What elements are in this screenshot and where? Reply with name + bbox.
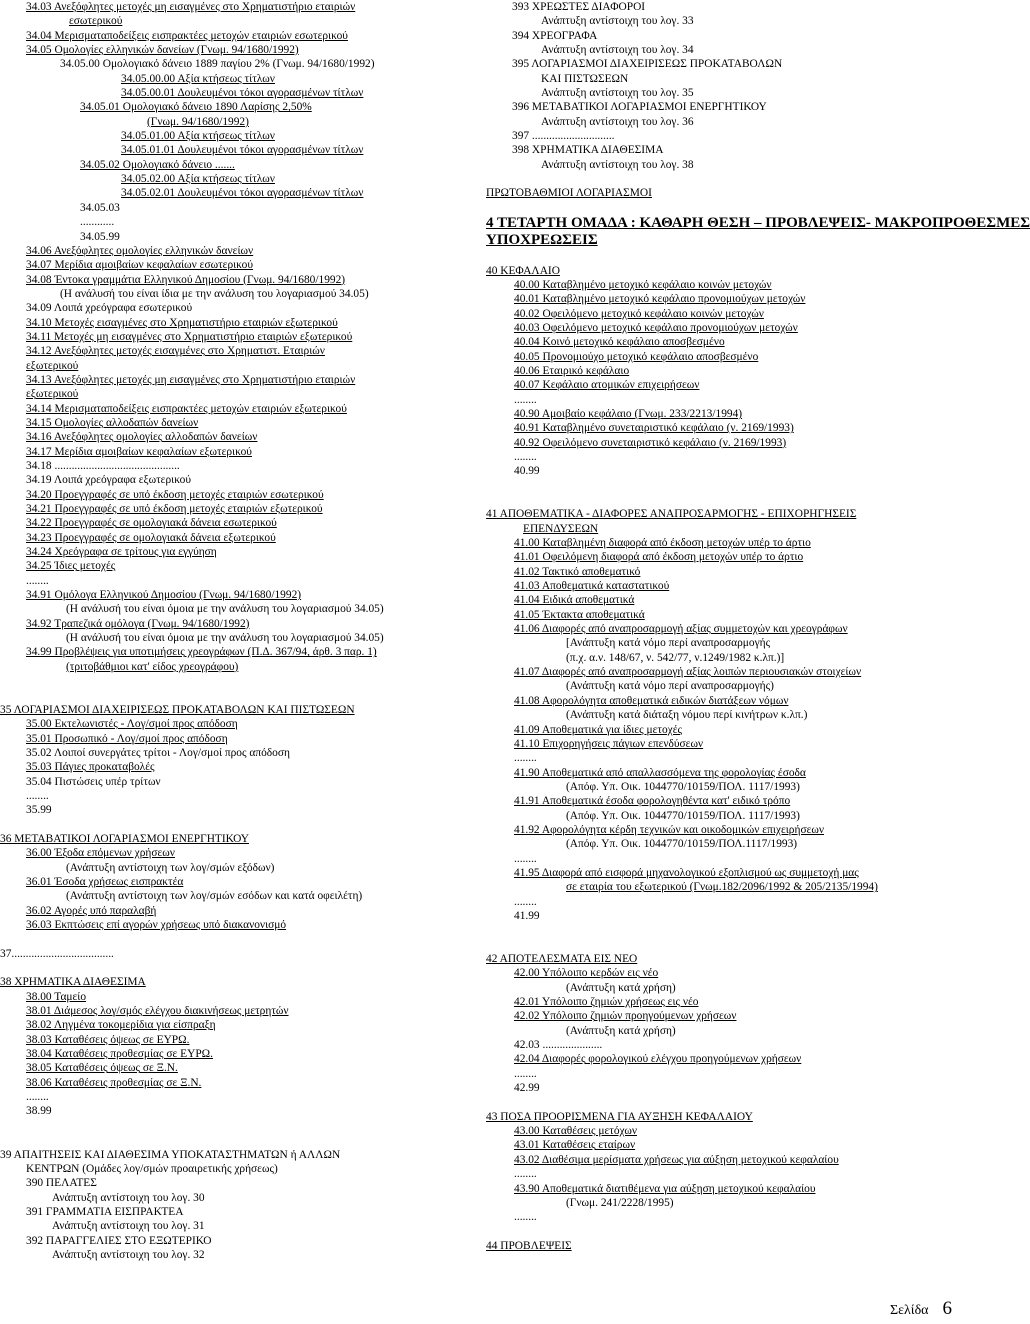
right-line: 40.99 [514,465,540,478]
right-line: ΥΠΟΧΡΕΩΣΕΙΣ [486,232,598,249]
left-line: (Η ανάλυσή του είναι ίδια με την ανάλυση του λογαριασμού 34.05) [60,287,369,300]
left-line [0,674,472,688]
left-line: 34.05.02.00 Αξία κτήσεως τίτλων [121,173,275,186]
right-line: 395 ΛΟΓΑΡΙΑΣΜΟΙ ΔΙΑΧΕΙΡΙΣΕΩΣ ΠΡΟΚΑΤΑΒΟΛΩΝ [512,58,783,71]
left-line: 36.00 Έξοδα επόμενων χρήσεων [26,847,175,860]
right-line: ........ [514,852,537,865]
right-line [486,172,960,186]
page-number: 6 [942,1297,952,1319]
right-line: 41.10 Επιχορηγήσεις πάγιων επενδύσεων [514,737,704,750]
right-line: ........ [514,1211,537,1224]
right-line: ........ [514,1067,537,1080]
right-line: (π.χ. α.ν. 148/67, ν. 542/77, ν.1249/1982 κ.λπ.)] [566,651,785,664]
left-line: Ανάπτυξη αντίστοιχη του λογ. 32 [52,1248,205,1261]
left-line: 34.05.02 Ομολογιακό δάνειο ....... [80,158,235,171]
page-label: Σελίδα [889,1302,929,1318]
left-line [0,1119,472,1133]
left-line: 34.09 Λοιπά χρεόγραφα εσωτερικού [26,302,193,315]
right-line: 41.02 Τακτικό αποθεματικό [514,565,641,578]
right-line: 40.05 Προνομιούχο μετοχικό κεφάλαιο αποσβεσμένο [514,350,759,363]
left-line: 34.24 Χρεόγραφα σε τρίτους για εγγύηση [26,546,217,559]
right-line: 42.03 ..................... [514,1039,603,1052]
left-line: 38.00 Ταμείο [26,990,87,1003]
left-line: Ανάπτυξη αντίστοιχη του λογ. 30 [52,1191,205,1204]
right-line [486,923,960,937]
left-line: 34.15 Ομολογίες αλλοδαπών δανείων [26,416,199,429]
right-line: 40.00 Καταβλημένο μετοχικό κεφάλαιο κοινών μετοχών [514,278,772,291]
left-line: ΚΕΝΤΡΩΝ (Ομάδες λογ/σμών προαιρετικής χρήσεως) [26,1162,278,1175]
right-line: 41.01 Οφειλόμενη διαφορά από έκδοση μετοχών υπέρ το άρτιο [514,551,804,564]
left-line: 34.25 Ίδιες μετοχές [26,560,116,573]
left-line: Ανάπτυξη αντίστοιχη του λογ. 31 [52,1220,205,1233]
left-line [0,961,472,975]
right-line [486,249,960,263]
right-line: (Απόφ. Υπ. Οικ. 1044770/10159/ΠΟΛ. 1117/1993) [566,809,800,822]
right-line: Ανάπτυξη αντίστοιχη του λογ. 35 [541,87,694,100]
right-column [486,0,1030,1253]
left-line: 34.17 Μερίδια αμοιβαίων κεφαλαίων εξωτερικού [26,445,252,458]
right-line: Ανάπτυξη αντίστοιχη του λογ. 34 [541,44,694,57]
left-line: 34.23 Προεγγραφές σε ομολογιακά δάνεια εξωτερικού [26,531,276,544]
right-line: 41.92 Αφορολόγητα κέρδη τεχνικών και οικοδομικών επιχειρήσεων [514,823,825,836]
left-line: εξωτερικού [26,359,79,372]
left-line: 35.99 [26,804,52,817]
right-line: ΠΡΩΤΟΒΑΘΜΙΟΙ ΛΟΓΑΡΙΑΣΜΟΙ [486,187,652,200]
left-line: 35 ΛΟΓΑΡΙΑΣΜΟΙ ΔΙΑΧΕΙΡΙΣΕΩΣ ΠΡΟΚΑΤΑΒΟΛΩΝ ΚΑΙ ΠΙΣΤΩΣΕΩΝ [0,703,355,716]
left-line: 392 ΠΑΡΑΓΓΕΛΙΕΣ ΣΤΟ ΕΞΩΤΕΡΙΚΟ [26,1234,212,1247]
right-line: ........ [514,1168,537,1181]
left-line: 35.04 Πιστώσεις υπέρ τρίτων [26,775,161,788]
left-line: 39 ΑΠΑΙΤΗΣΕΙΣ ΚΑΙ ΔΙΑΘΕΣΙΜΑ ΥΠΟΚΑΤΑΣΤΗΜΑΤΩΝ ή ΑΛΛΩΝ [0,1148,341,1161]
left-line: 34.04 Μερισματαποδείξεις εισπρακτέες μετοχών εταιριών εσωτερικού [26,29,348,42]
left-line: 34.22 Προεγγραφές σε ομολογιακά δάνεια εσωτερικού [26,517,277,530]
left-line: (Η ανάλυσή του είναι όμοια με την ανάλυση του λογαριασμού 34.05) [66,632,384,645]
right-line: 41.95 Διαφορά από εισφορά μηχανολογικού εξοπλισμού ως συμμετοχή μας [514,866,859,879]
right-line: 41.04 Ειδικά αποθεματικά [514,594,635,607]
left-line [0,689,472,703]
page-footer [889,1297,952,1319]
right-line: 40.04 Κοινό μετοχικό κεφάλαιο αποσβεσμένο [514,336,725,349]
right-line: 394 ΧΡΕΟΓΡΑΦΑ [512,29,598,42]
right-line: 40.92 Οφειλόμενο συνεταιριστικό κεφάλαιο (ν. 2169/1993) [514,436,787,449]
right-line: 40.01 Καταβλημένο μετοχικό κεφάλαιο προνομιούχων μετοχών [514,293,806,306]
right-line: 393 ΧΡΕΩΣΤΕΣ ΔΙΑΦΟΡΟΙ [512,1,646,13]
right-line: (Ανάπτυξη κατά διάταξη νόμου περί κινήτρων κ.λπ.) [566,709,808,722]
right-line: 41.03 Αποθεματικά καταστατικού [514,580,670,593]
left-line: 38.04 Καταθέσεις προθεσμίας σε ΕΥΡΩ. [26,1048,213,1061]
left-line: ........ [26,789,49,802]
right-line: 43 ΠΟΣΑ ΠΡΟΟΡΙΣΜΕΝΑ ΓΙΑ ΑΥΞΗΣΗ ΚΕΦΑΛΑΙΟΥ [486,1110,753,1123]
right-line: 44 ΠΡΟΒΛΕΨΕΙΣ [486,1239,572,1252]
right-line: 42 ΑΠΟΤΕΛΕΣΜΑΤΑ ΕΙΣ ΝΕΟ [486,953,638,965]
right-line: 43.01 Καταθέσεις εταίρων [514,1139,636,1152]
right-line: Ανάπτυξη αντίστοιχη του λογ. 36 [541,115,694,128]
right-line: σε εταιρία του εξωτερικού (Γνωμ.182/2096/1992 & 205/2135/1994) [566,881,878,894]
right-line: 42.02 Υπόλοιπο ζημιών προηγούμενων χρήσεων [514,1010,737,1023]
right-line: 40.90 Αμοιβαίο κεφάλαιο (Γνωμ. 233/2213/1994) [514,407,743,420]
right-line: 40.03 Οφειλόμενο μετοχικό κεφάλαιο προνομιούχων μετοχών [514,321,798,334]
right-line [486,479,960,493]
right-line: 41.09 Αποθεματικά για ίδιες μετοχές [514,723,682,736]
right-line: 42.00 Υπόλοιπο κερδών εις νέο [514,967,659,980]
right-line: 398 ΧΡΗΜΑΤΙΚΑ ΔΙΑΘΕΣΙΜΑ [512,144,664,157]
left-line: 34.05.02.01 Δουλευμένοι τόκοι αγορασμένων τίτλων [121,187,364,200]
right-line [486,1225,960,1239]
left-line: 38.06 Καταθέσεις προθεσμίας σε Ξ.Ν. [26,1076,202,1089]
left-line: 34.03 Ανεξόφλητες μετοχές μη εισαγμένες στο Χρηματιστήριο εταιριών [26,1,356,13]
right-line: Ανάπτυξη αντίστοιχη του λογ. 33 [541,15,694,28]
left-line: 391 ΓΡΑΜΜΑΤΙΑ ΕΙΣΠΡΑΚΤΕΑ [26,1205,184,1218]
right-line: 397 ............................. [512,130,615,143]
left-line [0,818,472,832]
left-line: 34.12 Ανεξόφλητες μετοχές εισαγμένες στο Χρηματιστ. Εταιριών [26,345,325,358]
left-line: 34.99 Προβλέψεις για υποτιμήσεις χρεογράφων (Π.Δ. 367/94, άρθ. 3 παρ. 1) [26,646,377,659]
left-line: 34.08 Έντοκα γραμμάτια Ελληνικού Δημοσίου (Γνωμ. 94/1680/1992) [26,273,346,286]
left-line: (Ανάπτυξη αντίστοιχη των λογ/σμών εξόδων) [66,861,275,874]
right-line: 41.05 Έκτακτα αποθεματικά [514,608,645,621]
right-line: 41.06 Διαφορές από αναπροσαρμογή αξίας συμμετοχών και χρεογράφων [514,623,848,636]
right-line: (Απόφ. Υπ. Οικ. 1044770/10159/ΠΟΛ. 1117/1993) [566,780,800,793]
left-line [0,1133,472,1147]
right-line: 40.06 Εταιρικό κεφάλαιο [514,364,630,377]
left-line: 34.18 ............................................ [26,460,180,472]
right-line: 40.91 Καταβλημένο συνεταιριστικό κεφάλαιο (ν. 2169/1993) [514,422,794,435]
right-line: 40 ΚΕΦΑΛΑΙΟ [486,264,560,277]
left-line: ............ [80,216,115,229]
left-line: 38.02 Ληγμένα τοκομερίδια για είσπραξη [26,1019,216,1032]
right-line [486,201,960,215]
left-line: 34.05.01.00 Αξία κτήσεως τίτλων [121,130,275,143]
left-line: 34.92 Τραπεζικά ομόλογα (Γνωμ. 94/1680/1992) [26,617,250,630]
left-line: 34.05 Ομολογίες ελληνικών δανείων (Γνωμ. 94/1680/1992) [26,44,299,57]
left-line: 38 ΧΡΗΜΑΤΙΚΑ ΔΙΑΘΕΣΙΜΑ [0,976,146,989]
right-line: 41.90 Αποθεματικά από απαλλασσόμενα της φορολογίας έσοδα [514,766,806,779]
left-line [0,932,472,946]
left-line: 34.14 Μερισματαποδείξεις εισπρακτέες μετοχών εταιριών εξωτερικού [26,402,347,415]
right-line: 43.00 Καταθέσεις μετόχων [514,1125,637,1138]
left-line: 38.99 [26,1105,52,1118]
left-line: 34.05.00.00 Αξία κτήσεως τίτλων [121,72,275,85]
right-line: 42.04 Διαφορές φορολογικού ελέγχου προηγούμενων χρήσεων [514,1053,802,1066]
right-line: ........ [514,450,537,463]
left-line: 390 ΠΕΛΑΤΕΣ [26,1177,97,1190]
left-line: 38.01 Διάμεσος λογ/σμός ελέγχου διακινήσεως μετρητών [26,1005,289,1018]
left-line: 34.10 Μετοχές εισαγμένες στο Χρηματιστήριο εταιριών εξωτερικού [26,316,338,329]
right-line [486,493,960,507]
right-line: 41.91 Αποθεματικά έσοδα φορολογηθέντα κατ' ειδικό τρόπο [514,795,791,808]
left-line: 34.11 Μετοχές μη εισαγμένες στο Χρηματιστήριο εταιριών εξωτερικού [26,330,353,343]
left-line: εσωτερικού [69,15,123,28]
right-line: Ανάπτυξη αντίστοιχη του λογ. 38 [541,158,694,171]
right-line: 41 ΑΠΟΘΕΜΑΤΙΚΑ - ΔΙΑΦΟΡΕΣ ΑΝΑΠΡΟΣΑΡΜΟΓΗΣ - ΕΠΙΧΟΡΗΓΗΣΕΙΣ [486,508,857,521]
left-line: 34.19 Λοιπά χρεόγραφα εξωτερικού [26,474,192,487]
left-line: (Η ανάλυσή του είναι όμοια με την ανάλυση του λογαριασμού 34.05) [66,603,384,616]
right-line: 41.99 [514,909,540,922]
right-line: 42.01 Υπόλοιπο ζημιών χρήσεως εις νέο [514,996,699,1009]
right-line: ........ [514,895,537,908]
left-line: 34.05.03 [80,201,120,214]
right-line: 40.07 Κεφάλαιο ατομικών επιχειρήσεων [514,379,700,392]
left-line: 34.16 Ανεξόφλητες ομολογίες αλλοδαπών δανείων [26,431,258,444]
left-line: 36.03 Εκπτώσεις επί αγορών χρήσεως υπό διακανονισμό [26,919,287,931]
right-line: [Ανάπτυξη κατά νόμο περί αναπροσαρμογής [566,637,771,650]
left-line: (τριτοβάθμιοι κατ' είδος χρεογράφου) [66,660,239,673]
right-line [486,1095,960,1109]
right-line [486,938,960,952]
right-line: (Απόφ. Υπ. Οικ. 1044770/10159/ΠΟΛ.1117/1993) [566,838,798,851]
left-line: 34.05.00.01 Δουλευμένοι τόκοι αγορασμένων τίτλων [121,87,364,100]
left-line: 38.05 Καταθέσεις όψεως σε Ξ.Ν. [26,1062,178,1075]
right-line: (Ανάπτυξη κατά νόμο περί αναπροσαρμογής) [566,680,774,693]
left-line: 34.05.01 Ομολογιακό δάνειο 1890 Λαρίσης 2,50% [80,101,312,114]
left-line: 34.20 Προεγγραφές σε υπό έκδοση μετοχές εταιριών εσωτερικού [26,488,324,501]
right-line: 43.02 Διαθέσιμα μερίσματα χρήσεως για αύξηση μετοχικού κεφαλαίου [514,1153,839,1166]
left-line: 34.13 Ανεξόφλητες μετοχές μη εισαγμένες στο Χρηματιστήριο εταιριών [26,373,356,386]
left-line: 34.07 Μερίδια αμοιβαίων κεφαλαίων εσωτερικού [26,259,254,272]
right-line: 4 ΤΕΤΑΡΤΗ ΟΜΑΔΑ : ΚΑΘΑΡΗ ΘΕΣΗ – ΠΡΟΒΛΕΨΕΙΣ- ΜΑΚΡΟΠΡΟΘΕΣΜΕΣ [486,215,1030,232]
right-line: ΕΠΕΝΔΥΣΕΩΝ [523,522,599,535]
left-line: 34.05.01.01 Δουλευμένοι τόκοι αγορασμένων τίτλων [121,144,364,157]
left-line: 35.01 Προσωπικό - Λογ/σμοί προς απόδοση [26,732,228,745]
right-line: 40.02 Οφειλόμενο μετοχικό κεφάλαιο κοινών μετοχών [514,307,764,320]
right-line: ΚΑΙ ΠΙΣΤΩΣΕΩΝ [541,72,629,85]
left-line: 35.03 Πάγιες προκαταβολές [26,761,155,774]
left-line: (Γνωμ. 94/1680/1992) [147,115,249,128]
left-line: 37.................................... [0,947,114,960]
left-line: 36.02 Αγορές υπό παραλαβή [26,904,157,917]
right-line: ........ [514,752,537,765]
right-line: 43.90 Αποθεματικά διατιθέμενα για αύξηση μετοχικού κεφαλαίου [514,1182,816,1195]
left-line: 34.05.00 Ομολογιακό δάνειο 1889 παγίου 2% (Γνωμ. 94/1680/1992) [60,58,375,71]
right-line: 396 ΜΕΤΑΒΑΤΙΚΟΙ ΛΟΓΑΡΙΑΣΜΟΙ ΕΝΕΡΓΗΤΙΚΟΥ [512,101,767,114]
right-line: 41.00 Καταβλημένη διαφορά από έκδοση μετοχών υπέρ το άρτιο [514,537,811,550]
left-line: ........ [26,574,49,587]
left-line: εξωτερικού [26,388,79,401]
left-line: (Ανάπτυξη αντίστοιχη των λογ/σμών εσόδων και κατά οφειλέτη) [66,890,363,903]
left-line: ........ [26,1091,49,1104]
left-line: 35.02 Λοιποί συνεργάτες τρίτοι - Λογ/σμοί προς απόδοση [26,746,290,759]
right-line: (Ανάπτυξη κατά χρήση) [566,981,676,994]
left-line: 34.91 Ομόλογα Ελληνικού Δημοσίου (Γνωμ. 94/1680/1992) [26,589,302,602]
left-line: 36.01 Έσοδα χρήσεως εισπρακτέα [26,875,184,888]
left-line: 38.03 Καταθέσεις όψεως σε ΕΥΡΩ. [26,1033,190,1046]
left-column [0,0,472,1262]
right-line: 41.08 Αφορολόγητα αποθεματικά ειδικών διατάξεων νόμων [514,694,789,707]
left-line: 34.05.99 [80,230,120,243]
left-line: 34.21 Προεγγραφές σε υπό έκδοση μετοχές εταιριών εξωτερικού [26,503,323,516]
left-line: 36 ΜΕΤΑΒΑΤΙΚΟΙ ΛΟΓΑΡΙΑΣΜΟΙ ΕΝΕΡΓΗΤΙΚΟΥ [0,832,250,845]
left-line: 35.00 Εκτελωνιστές - Λογ/σμοί προς απόδοση [26,718,238,731]
right-line: ........ [514,393,537,406]
left-line: 34.06 Ανεξόφλητες ομολογίες ελληνικών δανείων [26,244,254,257]
right-line: (Γνωμ. 241/2228/1995) [566,1196,674,1209]
right-line: 42.99 [514,1082,540,1095]
right-line: (Ανάπτυξη κατά χρήση) [566,1024,676,1037]
right-line: 41.07 Διαφορές από αναπροσαρμογή αξίας λοιπών περιουσιακών στοιχείων [514,666,862,679]
